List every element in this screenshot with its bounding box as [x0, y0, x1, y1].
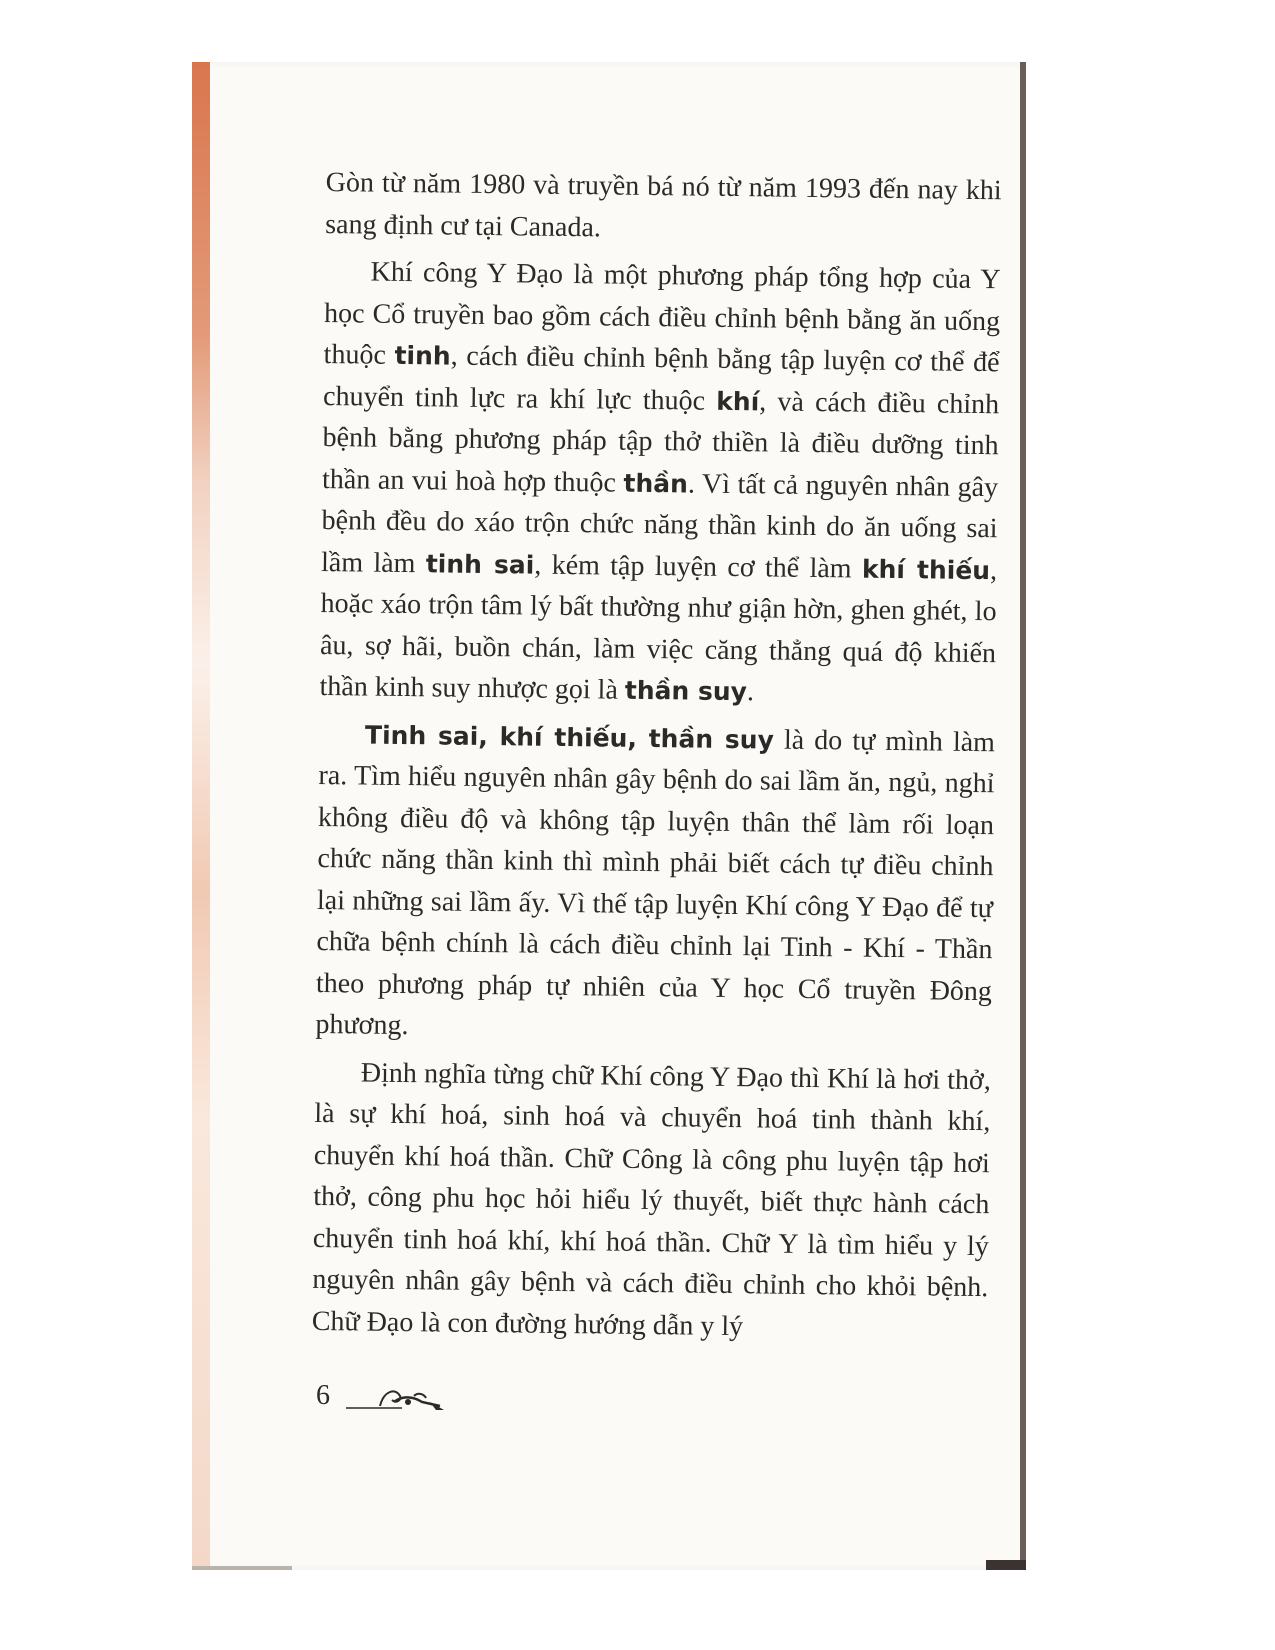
- page-fore-edge: [1020, 62, 1026, 1570]
- bold-term-khi: khí: [716, 386, 760, 416]
- page-bottom-edge: [192, 1566, 292, 1570]
- body-text: [312, 162, 1002, 1356]
- page-number: 6: [316, 1380, 330, 1411]
- bold-term-tinh: tinh: [394, 340, 451, 371]
- text-run: Khí công Y Đạo là một phương pháp tổng hợp của Y học Cổ truyền bao gồm cách điều chỉnh bệnh bằng ăn uống thuộc: [323, 256, 1001, 371]
- page-footer: [316, 1380, 454, 1412]
- text-run: là do tự mình làm ra. Tìm hiểu nguyên nhân gây bệnh do sai lầm ăn, ngủ, nghỉ không điều độ và không tập luyện thân thể làm rối loạn chức năng thần kinh thì mình phải biết cách tự điều chỉnh lại những sai lầm ấy. Vì thế tập luyện Khí công Y Đạo để tự chữa bệnh chính là cách điều chỉnh lại Tinh - Khí - Thần theo phương pháp tự nhiên của Y học Cổ truyền Đông phương.: [315, 724, 996, 1042]
- book-page: [192, 62, 1026, 1570]
- book-spine-edge: [192, 62, 210, 1570]
- paragraph-3: [315, 713, 995, 1053]
- text-run: , kém tập luyện cơ thể làm: [534, 549, 863, 585]
- page-corner-shadow: [986, 1560, 1026, 1570]
- text-run: . Vì tất cả nguyên nhân gây bệnh đều do xáo trộn chức năng thần kinh do ăn uống sai lầm làm: [320, 467, 999, 579]
- calligraphy-ornament-icon: [344, 1380, 454, 1412]
- paragraph-intro: Gòn từ năm 1980 và truyền bá nó từ năm 1993 đến nay khi sang định cư tại Canada.: [325, 166, 1002, 243]
- paragraph-4: Định nghĩa từng chữ Khí công Y Đạo thì Khí là hơi thở, là sự khí hoá, sinh hoá và chuyển hoá tinh thành khí, chuyển khí hoá thần. Chữ Công là công phu luyện tập hơi thở, công phu học hỏi hiểu lý thuyết, biết thực hành cách chuyển tinh hoá khí, khí hoá thần. Chữ Y là tìm hiểu y lý nguyên nhân gây bệnh và cách điều chỉnh cho khỏi bệnh. Chữ Đạo là con đường hướng dẫn y lý: [311, 1056, 992, 1342]
- text-run: , và cách điều chỉnh bệnh bằng phương pháp tập thở thiền là điều dưỡng tinh thần an vui hoà hợp thuộc: [321, 385, 1000, 499]
- bold-term-tinh-sai: tinh sai: [425, 548, 535, 580]
- text-run: , cách điều chỉnh bệnh bằng tập luyện cơ thể để chuyển tinh lực ra khí lực thuộc: [322, 340, 1000, 417]
- text-run: .: [746, 676, 755, 708]
- bold-term-than-suy: thần suy: [624, 675, 748, 707]
- paragraph-2: [319, 251, 1001, 716]
- bold-heading-phrase: Tinh sai, khí thiếu, thần suy: [364, 720, 775, 755]
- bold-term-khi-thieu: khí thiếu: [861, 554, 991, 585]
- bold-term-than: thần: [623, 468, 689, 498]
- text-run: , hoặc xáo trộn tâm lý bất thường như giận hờn, ghen ghét, lo âu, sợ hãi, buồn chán, làm việc căng thẳng quá độ khiến thần kinh suy nhược gọi là: [319, 554, 998, 706]
